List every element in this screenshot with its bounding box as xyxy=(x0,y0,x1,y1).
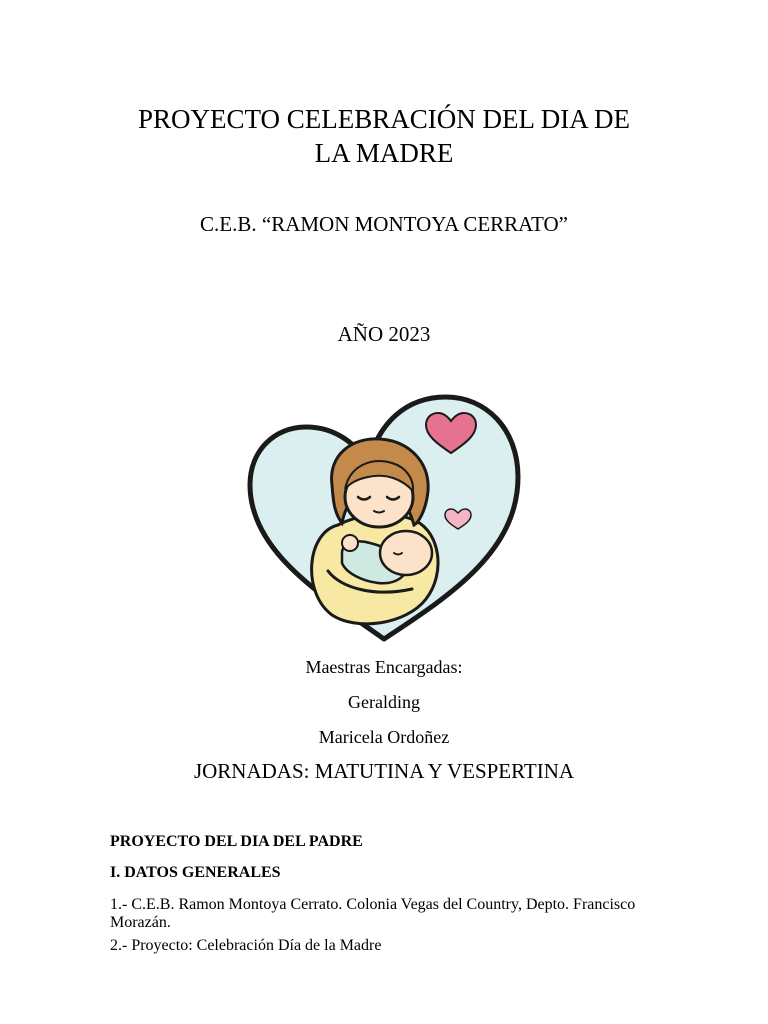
teacher-name: Geralding xyxy=(348,692,420,712)
title-line-1: PROYECTO CELEBRACIÓN DEL DIA DE xyxy=(138,104,630,134)
document-title xyxy=(0,102,768,170)
teachers-label: Maestras Encargadas: xyxy=(305,657,463,677)
baby-hand xyxy=(342,535,358,551)
list-item: 2.- Proyecto: Celebración Día de la Madre xyxy=(110,937,382,954)
list-item: 1.- C.E.B. Ramon Montoya Cerrato. Colonia Vegas del Country, Depto. Francisco Morazán. xyxy=(110,896,636,931)
project-heading: PROYECTO DEL DIA DEL PADRE xyxy=(110,833,363,850)
school-name: C.E.B. “RAMON MONTOYA CERRATO” xyxy=(200,212,568,236)
general-data-heading: I. DATOS GENERALES xyxy=(110,864,281,881)
baby-head xyxy=(380,531,432,575)
teacher-name: Maricela Ordoñez xyxy=(318,727,450,747)
year-label: AÑO 2023 xyxy=(337,322,431,346)
mother-and-baby-heart-illustration xyxy=(246,393,522,643)
shifts-label: JORNADAS: MATUTINA Y VESPERTINA xyxy=(193,759,575,783)
title-line-2: LA MADRE xyxy=(314,138,454,168)
